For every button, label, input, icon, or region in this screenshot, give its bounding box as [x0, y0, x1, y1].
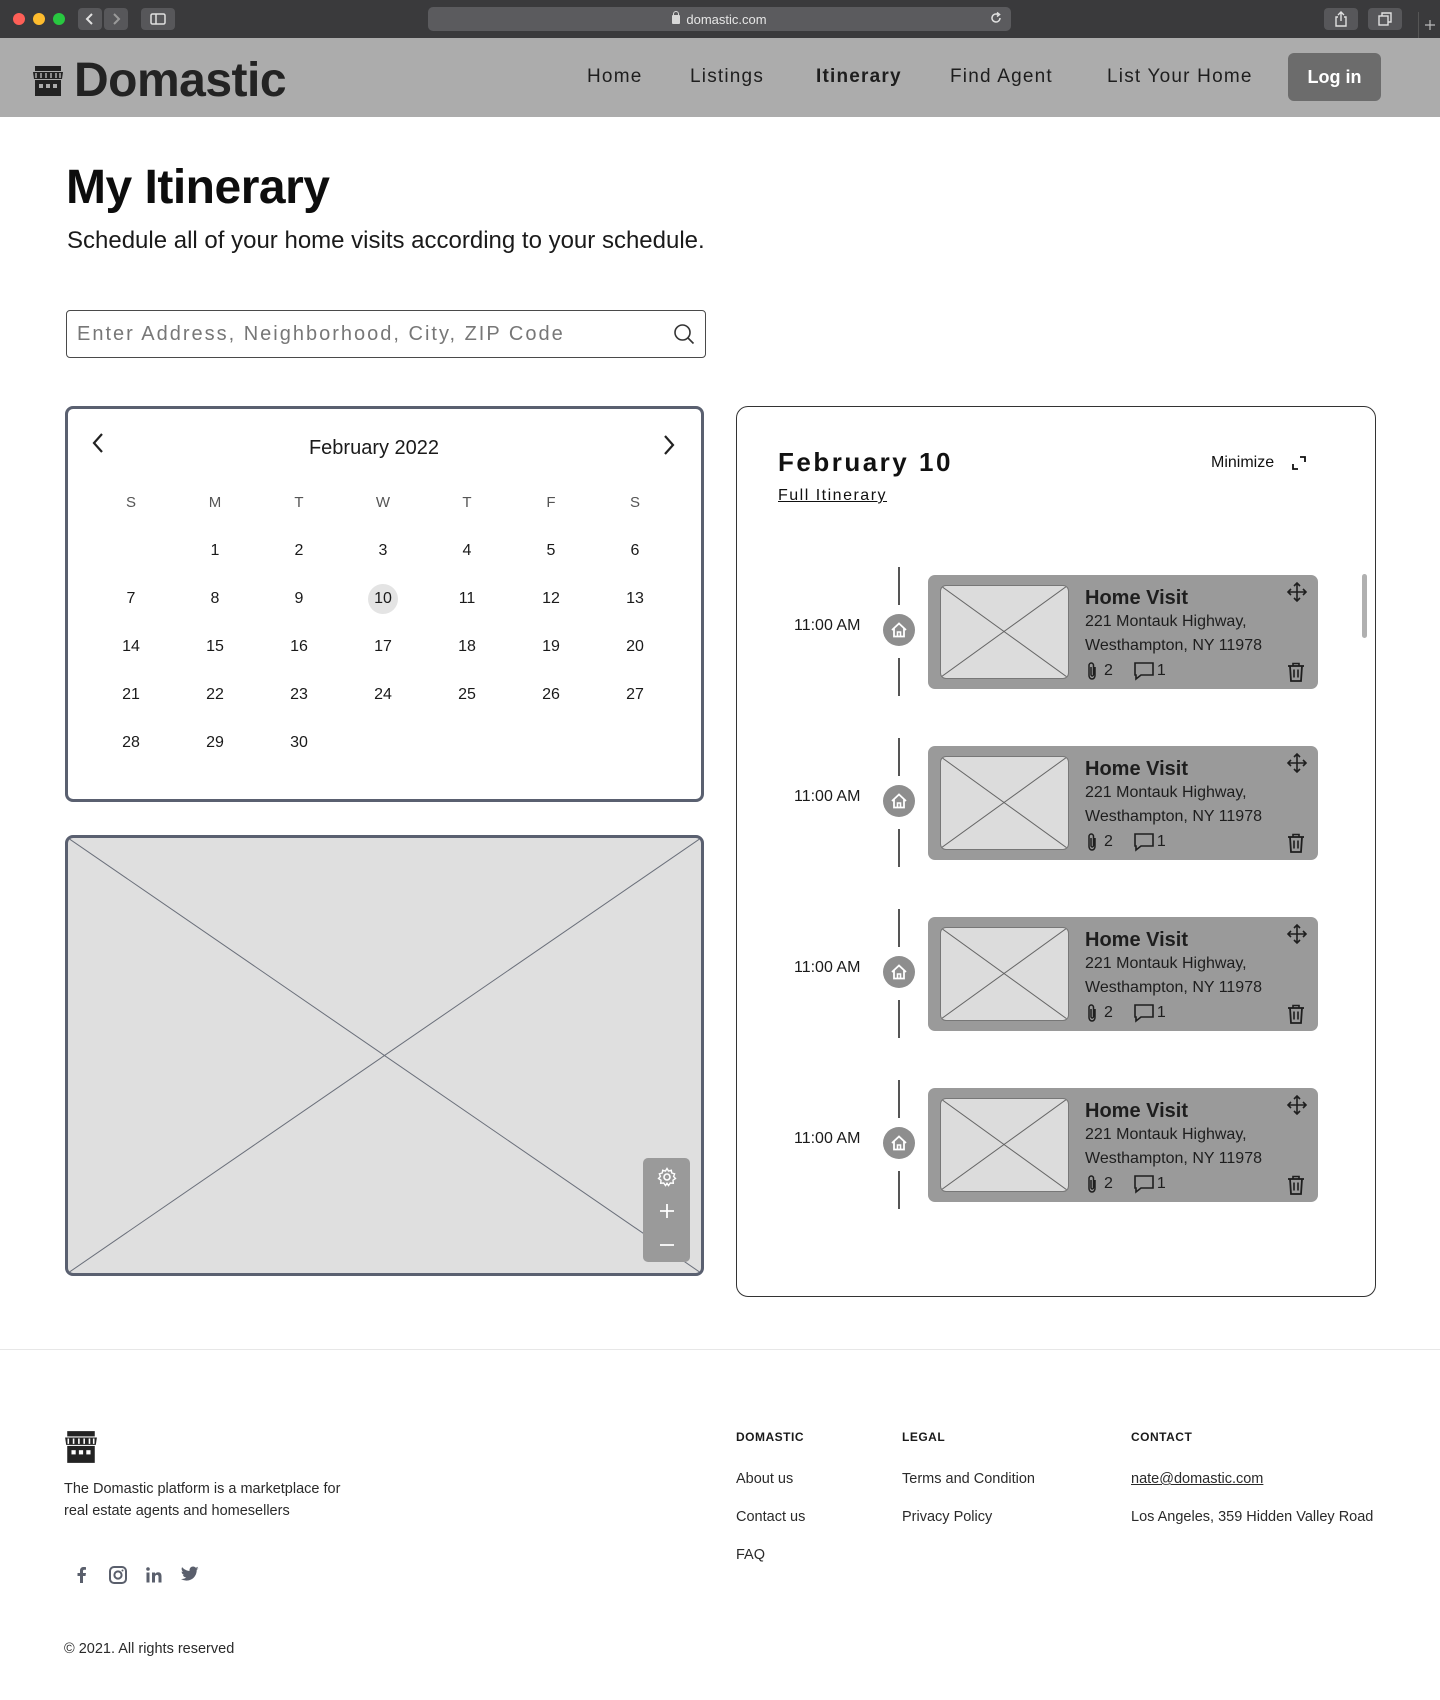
visit-meta [1085, 1174, 1186, 1194]
visit-time: 11:00 AM [794, 959, 861, 976]
calendar-day[interactable]: 9 [294, 590, 304, 607]
comment-count: 1 [1156, 1004, 1166, 1021]
chevron-right-icon[interactable] [660, 433, 678, 457]
visit-address-line2: Westhampton, NY 11978 [1085, 979, 1262, 996]
visit-address-line2: Westhampton, NY 11978 [1085, 808, 1262, 825]
footer-email-link[interactable]: nate@domastic.com [1131, 1471, 1264, 1487]
calendar-day[interactable]: 13 [626, 590, 644, 607]
map-controls [643, 1158, 690, 1262]
calendar-day[interactable]: 14 [122, 638, 140, 655]
reload-icon[interactable] [989, 11, 1003, 25]
timeline-line [898, 1080, 900, 1118]
tabs-icon [1378, 12, 1392, 26]
calendar-day[interactable]: 30 [290, 734, 308, 751]
calendar-day[interactable]: 29 [206, 734, 224, 751]
attachment-count: 2 [1104, 662, 1113, 679]
footer-heading-legal: LEGAL [902, 1430, 946, 1444]
timeline-line [898, 1000, 900, 1038]
calendar-day[interactable]: 19 [542, 638, 560, 655]
calendar-day[interactable]: 8 [210, 590, 220, 607]
comment-icon[interactable] [1133, 1174, 1155, 1194]
comment-icon[interactable] [1133, 1003, 1155, 1023]
map-placeholder-image [68, 838, 701, 1273]
calendar-day[interactable]: 6 [630, 542, 640, 559]
address-url: domastic.com [686, 11, 767, 27]
page-subtitle: Schedule all of your home visits according to your schedule. [67, 227, 705, 254]
visit-item [737, 567, 1377, 687]
paperclip-icon[interactable] [1085, 1174, 1099, 1194]
share-button[interactable] [1324, 8, 1358, 30]
home-icon [889, 620, 909, 640]
minimize-icon[interactable] [1290, 454, 1308, 472]
full-itinerary-link[interactable]: Full Itinerary [778, 487, 888, 504]
visit-address-line1: 221 Montauk Highway, [1085, 955, 1247, 972]
calendar-month-label: February 2022 [308, 437, 440, 459]
timeline-home-marker [883, 614, 915, 646]
browser-toolbar [0, 0, 1440, 38]
timeline-line [898, 658, 900, 696]
attachment-count: 2 [1104, 1175, 1113, 1192]
calendar-day[interactable]: 4 [462, 542, 472, 559]
calendar-day[interactable]: 25 [458, 686, 476, 703]
instagram-icon[interactable] [109, 1566, 127, 1584]
footer-link-faq[interactable]: FAQ [736, 1547, 766, 1563]
calendar-day[interactable]: 16 [290, 638, 308, 655]
calendar-day[interactable]: 18 [458, 638, 476, 655]
move-icon[interactable] [1286, 1094, 1308, 1116]
zoom-in-icon [659, 1203, 675, 1219]
calendar [65, 406, 704, 802]
nav-home[interactable]: Home [587, 66, 643, 87]
attachment-count: 2 [1104, 833, 1113, 850]
visit-item [737, 909, 1377, 1029]
visit-title: Home Visit [1085, 1100, 1188, 1122]
visit-card[interactable] [928, 575, 1318, 689]
close-window-button[interactable] [13, 13, 25, 25]
weekday-label: S [125, 494, 136, 511]
sidebar-icon [150, 13, 166, 25]
nav-list-your-home[interactable]: List Your Home [1107, 66, 1253, 87]
move-icon[interactable] [1286, 923, 1308, 945]
calendar-day[interactable]: 23 [290, 686, 308, 703]
calendar-day[interactable]: 15 [206, 638, 224, 655]
search-input[interactable] [77, 319, 647, 349]
trash-icon[interactable] [1286, 1174, 1306, 1196]
zoom-out-button[interactable] [643, 1228, 690, 1262]
calendar-day[interactable]: 12 [542, 590, 560, 607]
home-icon [889, 791, 909, 811]
chevron-right-icon [111, 12, 121, 26]
back-button[interactable] [78, 8, 102, 30]
calendar-day[interactable]: 1 [210, 542, 220, 559]
visit-title: Home Visit [1085, 758, 1188, 780]
footer-link-privacy[interactable]: Privacy Policy [902, 1509, 993, 1525]
timeline-line [898, 909, 900, 947]
comment-icon[interactable] [1133, 832, 1155, 852]
sidebar-toggle-button[interactable] [141, 8, 175, 30]
calendar-day[interactable]: 11 [458, 590, 476, 607]
calendar-day[interactable]: 17 [374, 638, 392, 655]
footer-link-about[interactable]: About us [736, 1471, 794, 1487]
home-icon [889, 962, 909, 982]
copyright: © 2021. All rights reserved [64, 1641, 235, 1657]
new-tab-button[interactable] [1418, 12, 1440, 38]
paperclip-icon[interactable] [1085, 832, 1099, 852]
calendar-day[interactable]: 21 [122, 686, 140, 703]
timeline-line [898, 567, 900, 605]
visit-meta [1085, 832, 1186, 852]
storefront-icon[interactable] [64, 1429, 98, 1465]
visit-time: 11:00 AM [794, 788, 861, 805]
page-title: My Itinerary [66, 161, 330, 214]
visit-thumbnail [940, 927, 1069, 1021]
timeline-line [898, 1171, 900, 1209]
comment-count: 1 [1156, 662, 1166, 679]
brand-name: Domastic [74, 54, 287, 107]
timeline-home-marker [883, 1127, 915, 1159]
nav-find-agent[interactable]: Find Agent [950, 66, 1053, 87]
calendar-day[interactable]: 27 [626, 686, 644, 703]
twitter-icon[interactable] [181, 1566, 199, 1582]
comment-count: 1 [1156, 833, 1166, 850]
facebook-icon[interactable] [74, 1566, 88, 1584]
timeline-home-marker [883, 785, 915, 817]
image-placeholder-icon [941, 586, 1067, 677]
visit-thumbnail [940, 756, 1069, 850]
search-icon[interactable] [673, 323, 695, 345]
image-placeholder-icon [941, 757, 1067, 848]
calendar-day[interactable]: 22 [206, 686, 224, 703]
login-button[interactable]: Log in [1288, 53, 1381, 101]
visit-address-line2: Westhampton, NY 11978 [1085, 1150, 1262, 1167]
search-bar [66, 310, 706, 358]
visit-address-line1: 221 Montauk Highway, [1085, 1126, 1247, 1143]
visit-item [737, 738, 1377, 858]
timeline-line [898, 829, 900, 867]
calendar-day[interactable]: 24 [374, 686, 392, 703]
visit-thumbnail [940, 585, 1069, 679]
chevron-left-icon [85, 12, 95, 26]
timeline-line [898, 738, 900, 776]
weekday-label: F [546, 494, 556, 511]
comment-count: 1 [1156, 1175, 1166, 1192]
weekday-label: M [208, 494, 222, 511]
calendar-day[interactable]: 2 [294, 542, 304, 559]
settings-icon [657, 1167, 677, 1187]
footer-link-contact[interactable]: Contact us [736, 1509, 806, 1525]
visit-time: 11:00 AM [794, 1130, 861, 1147]
visit-item [737, 1080, 1377, 1200]
image-placeholder-icon [941, 1099, 1067, 1190]
move-icon[interactable] [1286, 752, 1308, 774]
trash-icon[interactable] [1286, 1003, 1306, 1025]
calendar-day[interactable]: 26 [542, 686, 560, 703]
site-header [0, 38, 1440, 117]
footer-heading-domastic: DOMASTIC [736, 1430, 804, 1444]
image-placeholder-icon [941, 928, 1067, 1019]
home-icon [889, 1133, 909, 1153]
map-settings-button[interactable] [643, 1160, 690, 1194]
visit-address-line1: 221 Montauk Highway, [1085, 613, 1247, 630]
footer-description: The Domastic platform is a marketplace for real estate agents and homesellers [64, 1481, 341, 1519]
calendar-day[interactable]: 20 [626, 638, 644, 655]
footer-address: Los Angeles, 359 Hidden Valley Road [1131, 1509, 1374, 1525]
comment-icon[interactable] [1133, 661, 1155, 681]
visit-time: 11:00 AM [794, 617, 861, 634]
weekday-label: S [629, 494, 640, 511]
lock-icon [672, 15, 680, 24]
calendar-day[interactable]: 7 [126, 590, 136, 607]
visit-address-line1: 221 Montauk Highway, [1085, 784, 1247, 801]
paperclip-icon[interactable] [1085, 661, 1099, 681]
map[interactable] [65, 835, 704, 1276]
calendar-day[interactable]: 3 [378, 542, 388, 559]
move-icon[interactable] [1286, 581, 1308, 603]
visit-meta [1085, 1003, 1186, 1023]
visit-card[interactable] [928, 917, 1318, 1031]
brand-logo[interactable] [32, 53, 286, 108]
minimize-button[interactable]: Minimize [1211, 454, 1275, 471]
attachment-count: 2 [1104, 1004, 1113, 1021]
tabs-overview-button[interactable] [1368, 8, 1402, 30]
zoom-in-button[interactable] [643, 1194, 690, 1228]
visit-card[interactable] [928, 1088, 1318, 1202]
zoom-out-icon [659, 1237, 675, 1253]
trash-icon[interactable] [1286, 661, 1306, 683]
linkedin-icon[interactable] [145, 1566, 163, 1584]
plus-icon [1424, 19, 1436, 31]
calendar-day[interactable]: 5 [546, 542, 556, 559]
maximize-window-button[interactable] [53, 13, 65, 25]
visit-thumbnail [940, 1098, 1069, 1192]
address-bar[interactable] [428, 7, 1011, 31]
calendar-day[interactable]: 28 [122, 734, 140, 751]
footer-link-terms[interactable]: Terms and Condition [902, 1471, 1035, 1487]
visit-title: Home Visit [1085, 587, 1188, 609]
footer-divider [0, 1349, 1440, 1350]
nav-listings[interactable]: Listings [690, 66, 765, 87]
visit-title: Home Visit [1085, 929, 1188, 951]
nav-itinerary[interactable]: Itinerary [816, 66, 902, 87]
share-icon [1334, 11, 1348, 27]
storefront-icon [32, 64, 64, 98]
weekday-label: T [294, 494, 304, 511]
visit-card[interactable] [928, 746, 1318, 860]
footer-heading-contact: CONTACT [1131, 1430, 1193, 1444]
itinerary-date: February 10 [778, 447, 953, 477]
weekday-label: T [462, 494, 472, 511]
paperclip-icon[interactable] [1085, 1003, 1099, 1023]
itinerary-panel [736, 406, 1376, 1297]
visit-address-line2: Westhampton, NY 11978 [1085, 637, 1262, 654]
timeline-home-marker [883, 956, 915, 988]
minimize-window-button[interactable] [33, 13, 45, 25]
trash-icon[interactable] [1286, 832, 1306, 854]
calendar-day-selected[interactable]: 10 [368, 584, 398, 614]
weekday-label: W [375, 494, 391, 511]
visit-meta [1085, 661, 1186, 681]
forward-button[interactable] [104, 8, 128, 30]
